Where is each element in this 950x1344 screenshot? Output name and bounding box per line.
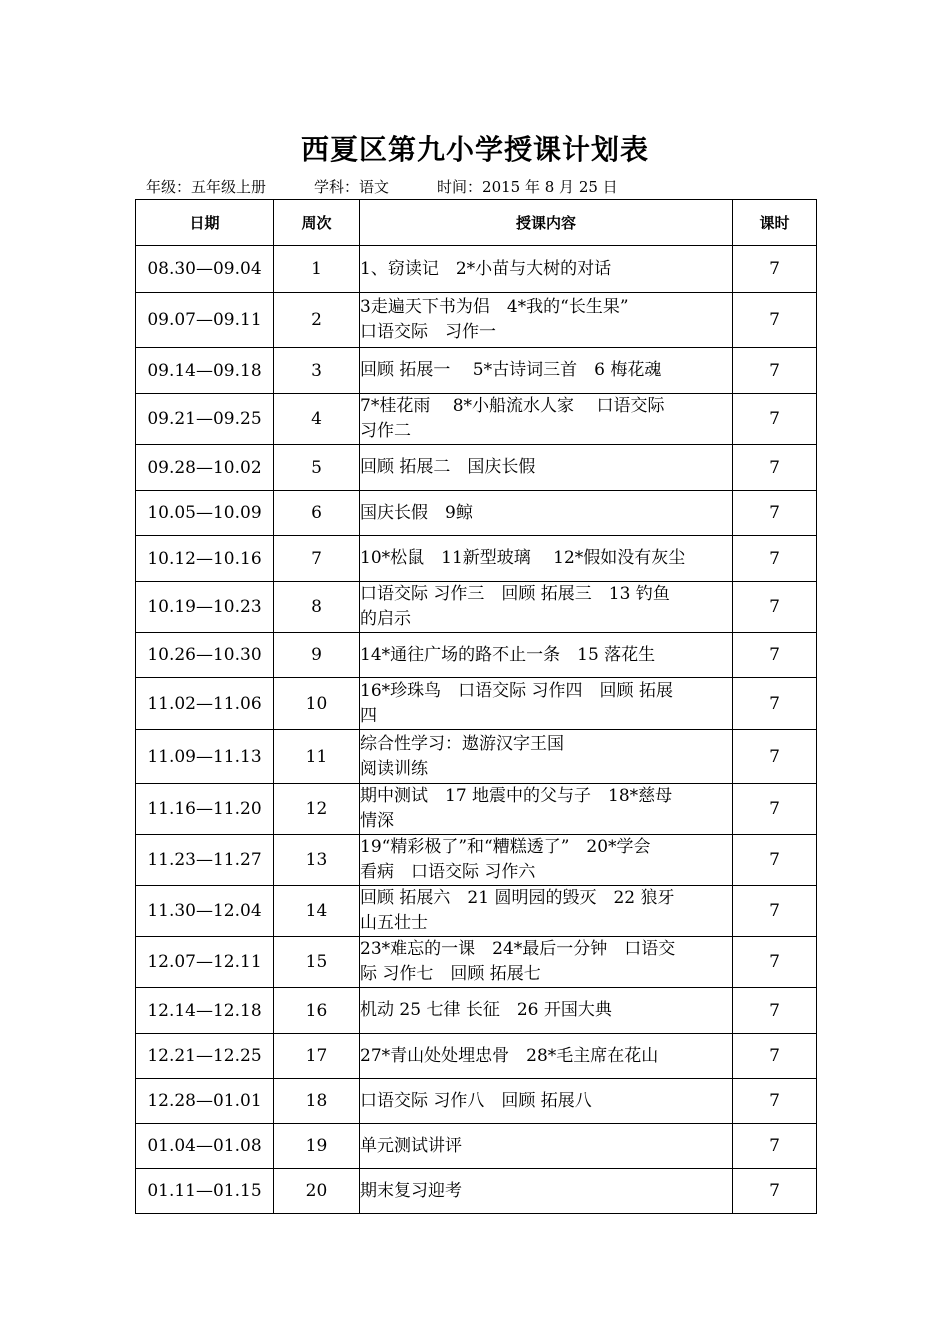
- cell-week: 17: [274, 1034, 360, 1079]
- table-row: [136, 293, 817, 348]
- content-line: 机动 25 七律 长征 26 开国大典: [360, 1000, 612, 1020]
- cell-content: [360, 633, 733, 678]
- cell-hours: 7: [733, 1169, 817, 1214]
- cell-week: 8: [274, 582, 360, 633]
- content-line: 口语交际 习作三 回顾 拓展三 13 钓鱼: [360, 584, 670, 604]
- cell-date: 12.28—01.01: [136, 1079, 274, 1124]
- cell-week: 11: [274, 730, 360, 784]
- cell-content: [360, 582, 733, 633]
- cell-date: 11.23—11.27: [136, 835, 274, 886]
- cell-date: 11.02—11.06: [136, 678, 274, 730]
- cell-date: 10.19—10.23: [136, 582, 274, 633]
- cell-hours: 7: [733, 1124, 817, 1169]
- table-row: [136, 536, 817, 582]
- cell-date: 09.07—09.11: [136, 293, 274, 348]
- cell-content: [360, 348, 733, 394]
- content-line: 综合性学习：遨游汉字王国: [360, 733, 564, 754]
- cell-content: [360, 937, 733, 988]
- cell-date: 12.21—12.25: [136, 1034, 274, 1079]
- cell-hours: 7: [733, 348, 817, 394]
- cell-hours: 7: [733, 678, 817, 730]
- cell-content: [360, 886, 733, 937]
- cell-content: [360, 784, 733, 835]
- content-line: 19“精彩极了”和“糟糕透了” 20*学会: [360, 837, 651, 857]
- cell-week: 13: [274, 835, 360, 886]
- table-row: [136, 730, 817, 784]
- cell-date: 12.14—12.18: [136, 988, 274, 1034]
- cell-week: 14: [274, 886, 360, 937]
- cell-content: [360, 1124, 733, 1169]
- table-row: [136, 784, 817, 835]
- table-row: [136, 1124, 817, 1169]
- cell-week: 15: [274, 937, 360, 988]
- cell-content: [360, 1169, 733, 1214]
- content-line: 23*难忘的一课 24*最后一分钟 口语交: [360, 939, 676, 959]
- cell-hours: 7: [733, 633, 817, 678]
- table-row: [136, 678, 817, 730]
- content-line: 7*桂花雨 8*小船流水人家 口语交际: [360, 396, 665, 416]
- cell-date: 12.07—12.11: [136, 937, 274, 988]
- content-line: 口语交际 习作一: [360, 322, 496, 342]
- cell-hours: 7: [733, 886, 817, 937]
- cell-week: 5: [274, 445, 360, 491]
- subject-label: 学科：语文: [314, 178, 390, 196]
- cell-date: 11.30—12.04: [136, 886, 274, 937]
- table-row: [136, 1079, 817, 1124]
- cell-date: 10.05—10.09: [136, 491, 274, 536]
- cell-date: 10.26—10.30: [136, 633, 274, 678]
- cell-week: 18: [274, 1079, 360, 1124]
- schedule-table: [135, 199, 817, 1214]
- page-title: 西夏区第九小学授课计划表: [300, 133, 649, 166]
- table-row: [136, 491, 817, 536]
- cell-content: [360, 491, 733, 536]
- cell-hours: 7: [733, 491, 817, 536]
- content-line: 回顾 拓展一 5*古诗词三首 6 梅花魂: [360, 360, 662, 380]
- cell-date: 10.12—10.16: [136, 536, 274, 582]
- cell-week: 12: [274, 784, 360, 835]
- cell-date: 11.16—11.20: [136, 784, 274, 835]
- cell-hours: 7: [733, 730, 817, 784]
- content-line: 27*青山处处埋忠骨 28*毛主席在花山: [360, 1045, 659, 1066]
- header-hours: 课时: [733, 200, 817, 246]
- cell-hours: 7: [733, 246, 817, 293]
- cell-hours: 7: [733, 1079, 817, 1124]
- content-line: 回顾 拓展二 国庆长假: [360, 457, 536, 477]
- cell-hours: 7: [733, 293, 817, 348]
- meta-line: [146, 176, 666, 197]
- header-content: 授课内容: [360, 200, 733, 246]
- cell-hours: 7: [733, 988, 817, 1034]
- cell-content: [360, 678, 733, 730]
- content-line: 山五壮士: [360, 913, 428, 933]
- cell-date: 01.11—01.15: [136, 1169, 274, 1214]
- table-row: [136, 445, 817, 491]
- content-line: 1、窃读记 2*小苗与大树的对话: [360, 258, 612, 279]
- cell-week: 4: [274, 394, 360, 445]
- header-week: 周次: [274, 200, 360, 246]
- content-line: 3走遍天下书为侣 4*我的“长生果”: [360, 297, 629, 317]
- table-row: [136, 1169, 817, 1214]
- cell-content: [360, 445, 733, 491]
- cell-hours: 7: [733, 937, 817, 988]
- cell-week: 10: [274, 678, 360, 730]
- cell-hours: 7: [733, 445, 817, 491]
- table-row: [136, 835, 817, 886]
- cell-date: 09.21—09.25: [136, 394, 274, 445]
- cell-week: 9: [274, 633, 360, 678]
- table-row: [136, 886, 817, 937]
- table-row: [136, 394, 817, 445]
- header-row: [136, 200, 817, 246]
- content-line: 习作二: [360, 421, 411, 441]
- table-row: [136, 988, 817, 1034]
- content-line: 回顾 拓展六 21 圆明园的毁灭 22 狼牙: [360, 888, 675, 908]
- table-row: [136, 937, 817, 988]
- cell-hours: 7: [733, 536, 817, 582]
- cell-date: 09.14—09.18: [136, 348, 274, 394]
- table-row: [136, 348, 817, 394]
- content-line: 国庆长假 9鲸: [360, 502, 473, 523]
- cell-hours: 7: [733, 394, 817, 445]
- content-line: 际 习作七 回顾 拓展七: [360, 964, 541, 984]
- table-body: [136, 246, 817, 1214]
- cell-content: [360, 536, 733, 582]
- cell-week: 1: [274, 246, 360, 293]
- cell-content: [360, 1079, 733, 1124]
- grade-label: 年级：五年级上册: [146, 178, 267, 196]
- cell-week: 19: [274, 1124, 360, 1169]
- cell-content: [360, 394, 733, 445]
- table-row: [136, 633, 817, 678]
- cell-week: 7: [274, 536, 360, 582]
- cell-content: [360, 730, 733, 784]
- cell-date: 08.30—09.04: [136, 246, 274, 293]
- content-line: 四: [360, 705, 377, 726]
- cell-date: 01.04—01.08: [136, 1124, 274, 1169]
- header-date: 日期: [136, 200, 274, 246]
- content-line: 期中测试 17 地震中的父与子 18*慈母: [360, 786, 673, 806]
- content-line: 口语交际 习作八 回顾 拓展八: [360, 1090, 592, 1111]
- content-line: 16*珍珠鸟 口语交际 习作四 回顾 拓展: [360, 680, 673, 701]
- content-line: 10*松鼠 11新型玻璃 12*假如没有灰尘: [360, 548, 686, 568]
- cell-content: [360, 1034, 733, 1079]
- cell-week: 6: [274, 491, 360, 536]
- table-row: [136, 1034, 817, 1079]
- table-row: [136, 246, 817, 293]
- table-row: [136, 582, 817, 633]
- content-line: 情深: [360, 811, 394, 831]
- content-line: 阅读训练: [360, 758, 428, 779]
- cell-content: [360, 835, 733, 886]
- content-line: 的启示: [360, 609, 411, 629]
- cell-week: 16: [274, 988, 360, 1034]
- cell-week: 20: [274, 1169, 360, 1214]
- content-line: 看病 口语交际 习作六: [360, 862, 536, 882]
- cell-date: 09.28—10.02: [136, 445, 274, 491]
- cell-content: [360, 246, 733, 293]
- cell-content: [360, 293, 733, 348]
- content-line: 单元测试讲评: [360, 1135, 462, 1156]
- cell-content: [360, 988, 733, 1034]
- cell-hours: 7: [733, 784, 817, 835]
- content-line: 期末复习迎考: [360, 1180, 462, 1201]
- cell-hours: 7: [733, 835, 817, 886]
- time-label: 时间：2015 年 8 月 25 日: [437, 178, 618, 196]
- content-line: 14*通往广场的路不止一条 15 落花生: [360, 644, 656, 665]
- cell-week: 2: [274, 293, 360, 348]
- cell-week: 3: [274, 348, 360, 394]
- cell-hours: 7: [733, 1034, 817, 1079]
- cell-hours: 7: [733, 582, 817, 633]
- cell-date: 11.09—11.13: [136, 730, 274, 784]
